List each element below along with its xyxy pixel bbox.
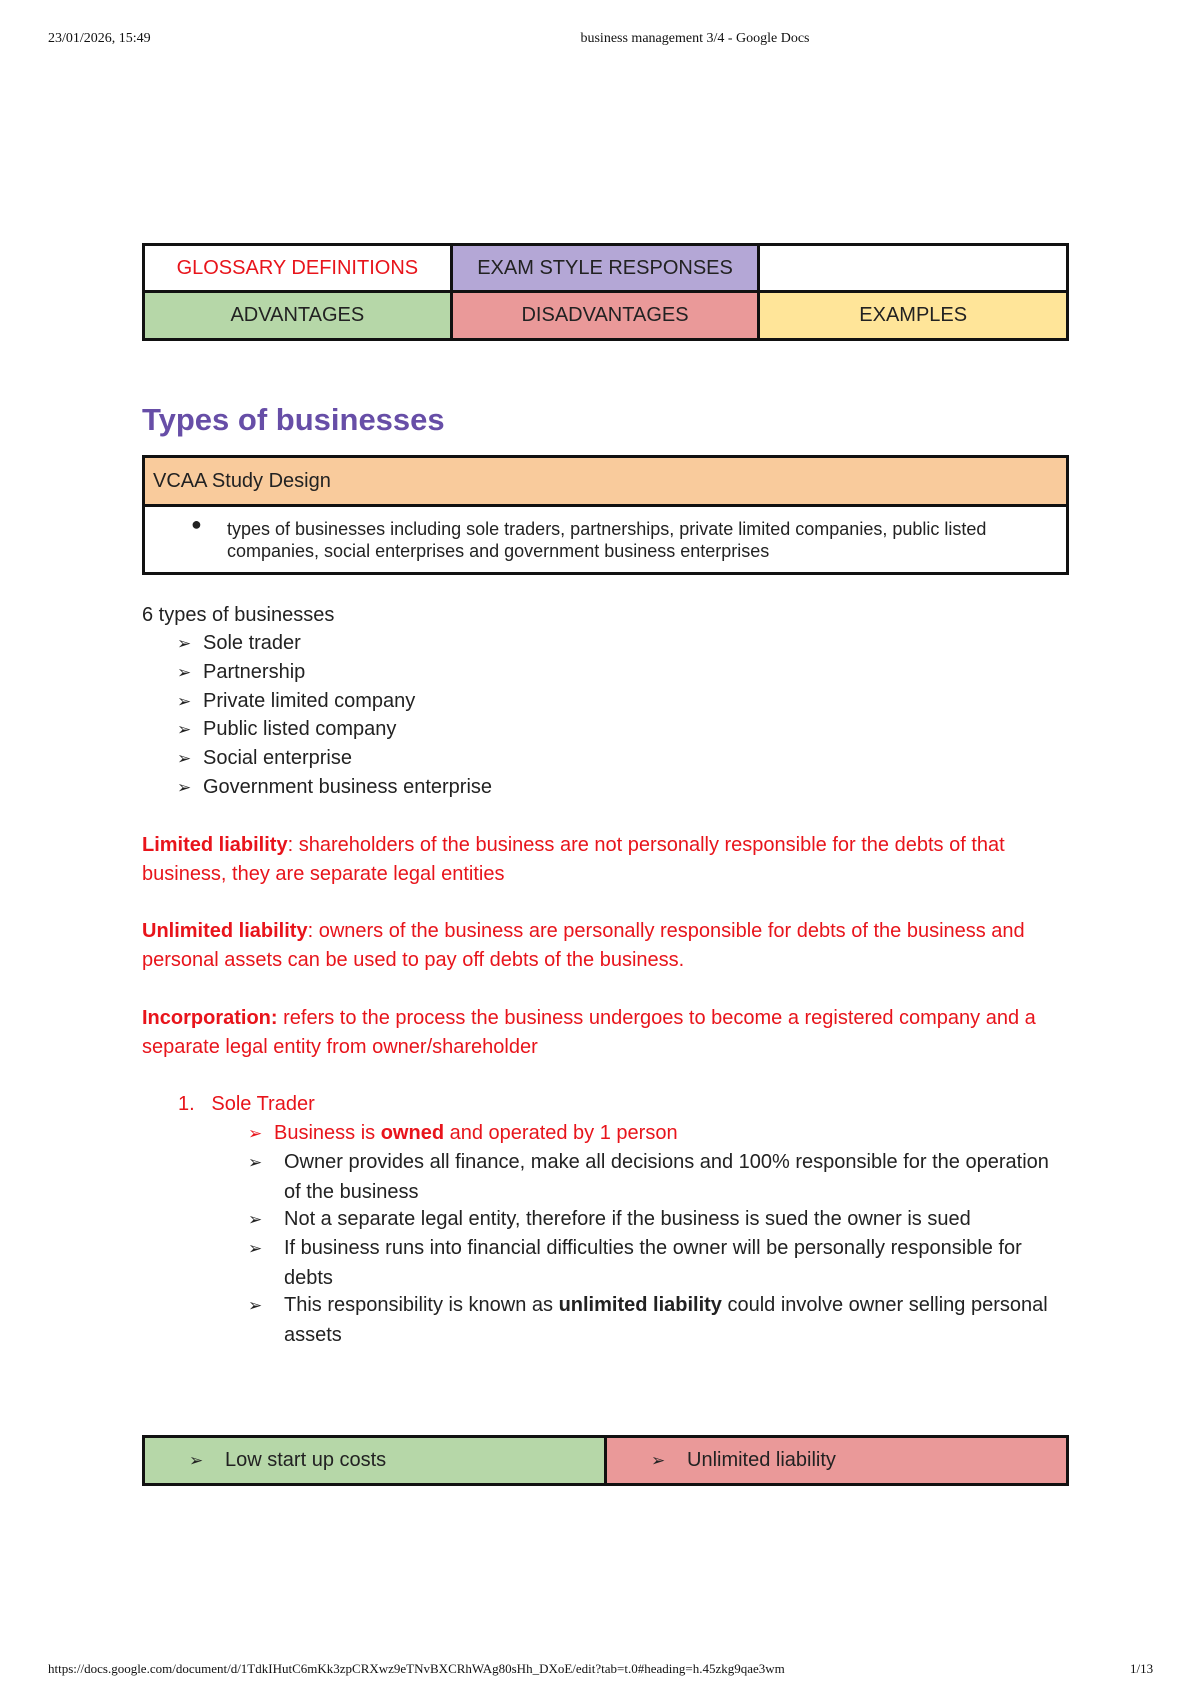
legend-glossary: GLOSSARY DEFINITIONS <box>144 245 452 292</box>
list-item: ➢ Partnership <box>177 658 305 688</box>
arrow-bullet-icon: ➢ <box>177 749 192 768</box>
sole-trader-point: ➢ Owner provides all finance, make all decisions and 100% responsible for the operation of the business <box>248 1151 1049 1203</box>
arrow-bullet-icon: ➢ <box>189 1451 204 1470</box>
arrow-bullet-icon: ➢ <box>177 692 192 711</box>
print-datetime: 23/01/2026, 15:49 <box>48 31 151 46</box>
list-item: ➢ Government business enterprise <box>177 773 492 803</box>
sole-trader-point: ➢ This responsibility is known as unlimited liability could involve owner selling personal assets <box>248 1294 1048 1346</box>
study-design-table <box>142 455 1069 575</box>
legend-exam: EXAM STYLE RESPONSES <box>451 245 759 292</box>
study-design-title: VCAA Study Design <box>144 457 1068 506</box>
legend-empty <box>759 245 1068 292</box>
list-item: ➢ Private limited company <box>177 687 415 717</box>
arrow-bullet-icon: ➢ <box>248 1210 263 1229</box>
arrow-bullet-icon: ➢ <box>651 1451 666 1470</box>
pros-cons-table <box>142 1435 1069 1486</box>
arrow-bullet-icon: ➢ <box>177 663 192 682</box>
print-title: business management 3/4 - Google Docs <box>580 31 810 46</box>
bullet-icon: ● <box>191 514 202 534</box>
sole-trader-point: ➢ Business is owned and operated by 1 person <box>248 1119 678 1149</box>
arrow-bullet-icon: ➢ <box>248 1296 263 1315</box>
sole-trader-point: ➢ If business runs into financial difficulties the owner will be personally responsible for debts <box>248 1237 1022 1289</box>
definition-incorporation: Incorporation: refers to the process the business undergoes to become a registered company and a separate legal entity from owner/shareholder <box>142 1007 1036 1058</box>
sole-trader-point: ➢ Not a separate legal entity, therefore if the business is sued the owner is sued <box>248 1205 1068 1235</box>
definition-unlimited-liability: Unlimited liability: owners of the business are personally responsible for debts of the business and personal assets can be used to pay off debts of the business. <box>142 920 1025 971</box>
colour-legend-table <box>142 243 1069 341</box>
legend-advantages: ADVANTAGES <box>144 292 452 340</box>
print-url: https://docs.google.com/document/d/1TdkIHutC6mKk3zpCRXwz9eTNvBXCRhWAg80sHh_DXoE/edit?tab=t.0#heading=h.45zkg9qae3wm <box>48 1661 785 1676</box>
list-item: ➢ Sole trader <box>177 629 301 659</box>
legend-examples: EXAMPLES <box>759 292 1068 340</box>
disadvantage-cell: ➢ Unlimited liability <box>606 1437 1068 1485</box>
arrow-bullet-icon: ➢ <box>248 1153 263 1172</box>
arrow-bullet-icon: ➢ <box>248 1239 263 1258</box>
definition-limited-liability: Limited liability: shareholders of the business are not personally responsible for the debts of that business, they are separate legal entities <box>142 834 1005 885</box>
list-item: ➢ Social enterprise <box>177 744 352 774</box>
arrow-bullet-icon: ➢ <box>177 778 192 797</box>
legend-disadvantages: DISADVANTAGES <box>451 292 759 340</box>
page-number: 1/13 <box>1130 1661 1154 1676</box>
advantage-cell: ➢ Low start up costs <box>144 1437 606 1485</box>
page-heading: Types of businesses <box>142 402 445 437</box>
list-item: ➢ Public listed company <box>177 715 396 745</box>
arrow-bullet-icon: ➢ <box>248 1124 263 1143</box>
study-design-point: types of businesses including sole traders, partnerships, private limited companies, public listed companies, social enterprises and government business enterprises <box>227 518 987 561</box>
arrow-bullet-icon: ➢ <box>177 634 192 653</box>
arrow-bullet-icon: ➢ <box>177 720 192 739</box>
sole-trader-heading: 1. Sole Trader <box>178 1093 315 1115</box>
types-intro: 6 types of businesses <box>142 604 335 626</box>
